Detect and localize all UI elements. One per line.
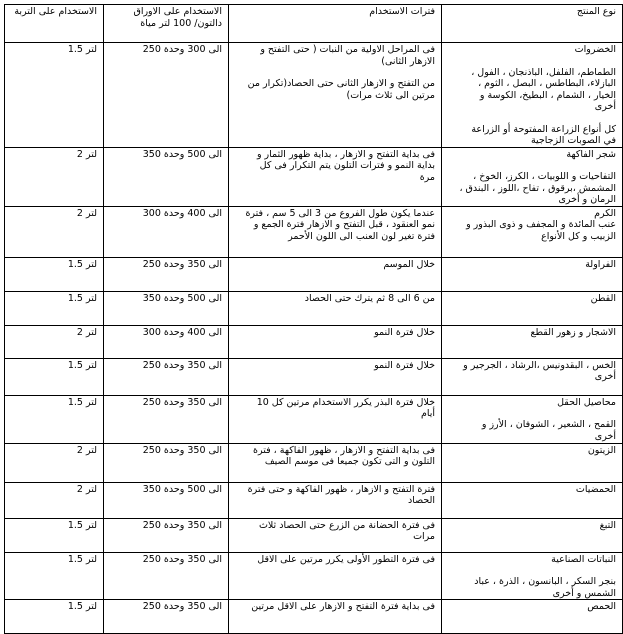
leaf-dose-cell: الى 350 وحدة 250	[104, 518, 229, 552]
product-cell	[442, 43, 623, 148]
period-cell-line: فى فترة الحضانة من الزرع حتى الحصاد ثلاث	[258, 519, 435, 531]
product-cell	[442, 291, 623, 325]
period-cell-line: فترة التفتح و الازهار ، ظهور الفاكهة و حتى فترة	[247, 483, 435, 495]
product-usage-table	[4, 4, 623, 634]
product-cell	[442, 518, 623, 552]
leaf-dose-cell: الى 500 وحدة 350	[104, 147, 229, 206]
table-row	[5, 43, 623, 148]
product-cell-line: التبغ	[599, 519, 616, 531]
product-cell-line	[448, 408, 616, 419]
header-period: فترات الاستخدام	[229, 5, 442, 43]
period-cell-line: مرات	[413, 531, 435, 542]
period-cell	[229, 552, 442, 600]
period-cell	[229, 43, 442, 148]
product-cell-line: التفاحيات و اللوبيات ، الكرز، الخوخ ،	[473, 171, 616, 182]
product-cell	[442, 147, 623, 206]
soil-dose-cell: لتر 2	[5, 206, 104, 257]
soil-dose-cell: لتر 2	[5, 325, 104, 358]
period-cell-line: أيام	[420, 408, 435, 419]
soil-dose-cell: لتر 2	[5, 482, 104, 518]
period-cell-line: نمو العنقود ، قبل التفتح و الازهار فترة الجمع و	[253, 219, 435, 230]
leaf-dose-cell: الى 400 وحدة 300	[104, 206, 229, 257]
period-cell-line: خلال الموسم	[383, 258, 435, 270]
period-cell	[229, 206, 442, 257]
product-cell	[442, 358, 623, 395]
product-cell-line: الشمس و أخرى	[552, 587, 616, 599]
leaf-dose-cell: الى 350 وحدة 250	[104, 358, 229, 395]
product-cell-line: في الصوبات الزجاجية	[530, 135, 616, 146]
product-cell-line: الفراولة	[585, 258, 616, 270]
period-cell-line: فى بداية فترة التفتح و الازهار على الاقل مرتين	[251, 601, 435, 612]
product-cell-line: شجر الفاكهة	[566, 148, 616, 160]
product-cell	[442, 482, 623, 518]
period-cell-line: فترة تغير لون العنب الى اللون الأحمر	[288, 230, 435, 242]
product-cell-line: الزبيب و كل الأنواع	[541, 230, 616, 242]
soil-dose-cell: لتر 1.5	[5, 358, 104, 395]
period-cell-line: فى فترة التطور الأولى يكرر مرتين على الاقل	[257, 553, 435, 565]
table-row	[5, 257, 623, 291]
product-cell-line: الطماطم، الفلفل، الباذنجان ، الفول ،	[471, 66, 616, 78]
period-cell-line: خلال فترة البذر يكرر الاستخدام مرتين كل 10	[256, 396, 435, 408]
leaf-dose-cell: الى 400 وحدة 300	[104, 325, 229, 358]
period-cell	[229, 482, 442, 518]
period-cell-line: فى بداية التفتح و الازهار ، ظهور الفاكهة ، فترة	[253, 444, 435, 456]
product-cell	[442, 600, 623, 634]
table-body	[5, 43, 623, 634]
leaf-dose-cell: الى 350 وحدة 250	[104, 600, 229, 634]
table-row	[5, 395, 623, 443]
product-cell-line: القطن	[590, 292, 616, 304]
period-cell-line	[235, 67, 435, 78]
product-cell-line: القمح ، الشعير ، الشوفان ، الأرز و	[481, 419, 616, 430]
table-row	[5, 600, 623, 634]
product-cell-line: الرمان و أخرى	[558, 194, 616, 205]
soil-dose-cell: لتر 1.5	[5, 291, 104, 325]
period-cell-line: خلال فترة النمو	[374, 326, 435, 338]
soil-dose-cell: لتر 2	[5, 147, 104, 206]
table-row	[5, 291, 623, 325]
product-cell-line	[448, 56, 616, 67]
product-cell-line: أخرى	[594, 371, 616, 382]
period-cell	[229, 518, 442, 552]
header-product: نوع المنتج	[442, 5, 623, 43]
period-cell-line: بداية النمو و فترات التلون يتم التكرار فى كل	[259, 160, 435, 171]
table-row	[5, 147, 623, 206]
product-cell-line: أخرى	[594, 430, 616, 442]
period-cell	[229, 358, 442, 395]
period-cell-line: مرة	[419, 171, 435, 183]
period-cell	[229, 443, 442, 482]
product-cell-line	[448, 113, 616, 124]
product-cell	[442, 257, 623, 291]
leaf-dose-cell: الى 350 وحدة 250	[104, 257, 229, 291]
period-cell	[229, 257, 442, 291]
product-cell	[442, 552, 623, 600]
table-row	[5, 518, 623, 552]
leaf-dose-cell: الى 300 وحدة 250	[104, 43, 229, 148]
table-row	[5, 358, 623, 395]
product-cell-line: الحمص	[587, 601, 616, 612]
product-cell	[442, 206, 623, 257]
product-cell-line: عنب المائدة و المجفف و ذوى البذور و	[466, 219, 616, 230]
period-cell-line: الازهار الثانى)	[381, 55, 435, 67]
period-cell-line: الحصاد	[407, 495, 435, 506]
product-cell-line	[448, 565, 616, 576]
soil-dose-cell: لتر 1.5	[5, 257, 104, 291]
leaf-dose-cell: الى 500 وحدة 350	[104, 291, 229, 325]
product-cell-line: النباتات الصناعية	[551, 553, 616, 565]
period-cell-line: عندما يكون طول الفروع من 3 الى 5 سم ، فترة	[245, 207, 435, 219]
soil-dose-cell: لتر 1.5	[5, 395, 104, 443]
period-cell-line: فى المراحل الاولية من النبات ( حتى التفتح و	[260, 44, 435, 55]
table-header-row	[5, 5, 623, 43]
period-cell	[229, 147, 442, 206]
table-row	[5, 443, 623, 482]
leaf-dose-cell: الى 500 وحدة 350	[104, 482, 229, 518]
product-cell-line: أخرى	[594, 101, 616, 112]
period-cell-line: من التفتح و الازهار الثانى حتى الحصاد(تكرار من	[247, 78, 435, 89]
period-cell	[229, 600, 442, 634]
product-cell-line: الزيتون	[587, 444, 616, 456]
product-cell-line: محاصيل الحقل	[557, 396, 616, 408]
product-cell-line: الخضروات	[574, 44, 616, 55]
leaf-dose-cell: الى 350 وحدة 250	[104, 443, 229, 482]
table-row	[5, 206, 623, 257]
period-cell-line: مرتين الى ثلاث مرات)	[346, 89, 435, 101]
product-cell	[442, 395, 623, 443]
period-cell	[229, 325, 442, 358]
soil-dose-cell: لتر 1.5	[5, 518, 104, 552]
period-cell-line: من 6 الى 8 ثم يترك حتى الحصاد	[304, 292, 435, 304]
table-row	[5, 482, 623, 518]
period-cell-line: التلون و التى تكون جميعا فى موسم الصيف	[264, 456, 435, 467]
soil-dose-cell: لتر 1.5	[5, 600, 104, 634]
product-cell	[442, 443, 623, 482]
header-leaf: الاستخدام على الاوراق دالتون/ 100 لتر مياة	[104, 5, 229, 43]
product-cell-line	[448, 160, 616, 171]
period-cell-line: فى بداية التفتح و الازهار ، بداية ظهور الثمار و	[256, 148, 435, 160]
product-cell	[442, 325, 623, 358]
product-cell-line: الخس ، البقدونيس ،الرشاد ، الجرجير و	[463, 359, 616, 371]
table-row	[5, 325, 623, 358]
table-row	[5, 552, 623, 600]
soil-dose-cell: لتر 1.5	[5, 552, 104, 600]
product-cell-line: الاشجار و زهور القطع	[530, 326, 616, 338]
period-cell	[229, 395, 442, 443]
product-cell-line: المشمش ،برقوق ، تفاح ،اللوز ، البندق ،	[459, 182, 616, 194]
product-cell-line: الخيار ، الشمام ، البطيخ، الكوسة و	[479, 89, 616, 101]
product-cell-line: الكرم	[594, 207, 616, 219]
soil-dose-cell: لتر 2	[5, 443, 104, 482]
period-cell	[229, 291, 442, 325]
soil-dose-cell: لتر 1.5	[5, 43, 104, 148]
product-cell-line: البازلاء، البطاطس ، البصل ، الثوم ،	[478, 78, 616, 89]
period-cell-line: خلال فترة النمو	[374, 359, 435, 371]
header-soil: الاستخدام على التربة	[5, 5, 104, 43]
product-cell-line: بنجر السكر ، البانسون ، الذرة ، عباد	[474, 576, 616, 587]
product-cell-line: كل أنواع الزراعة المفتوحة أو الزراعة	[471, 123, 616, 135]
product-cell-line: الحمضيات	[575, 483, 616, 495]
leaf-dose-cell: الى 350 وحدة 250	[104, 395, 229, 443]
leaf-dose-cell: الى 350 وحدة 250	[104, 552, 229, 600]
page	[4, 4, 616, 624]
